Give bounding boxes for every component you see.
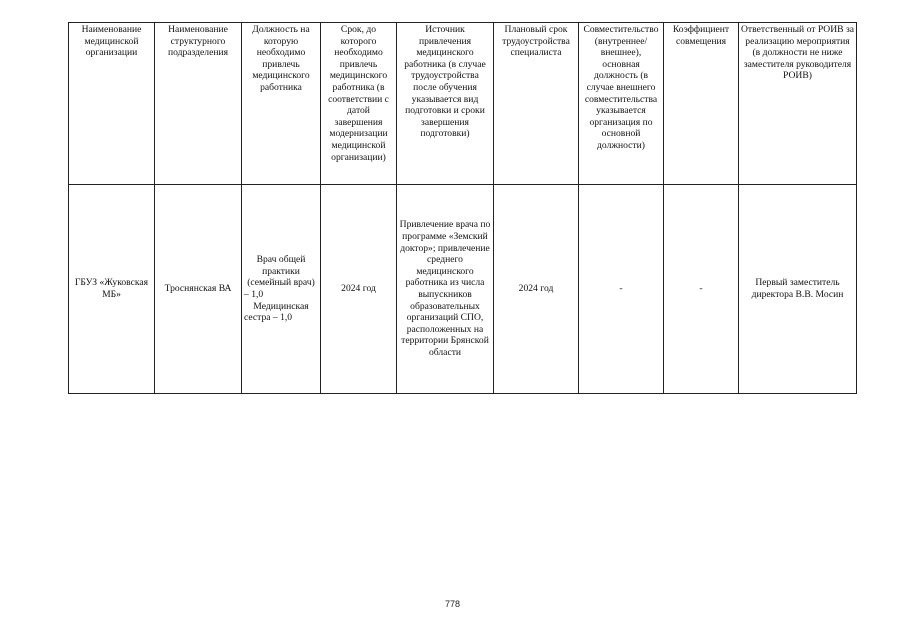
cell-combination: - [579,185,664,394]
table-header-row [69,23,857,185]
staffing-table [68,22,857,394]
cell-subdivision: Троснянская ВА [155,185,242,394]
header-planned-term: Плановый срок трудоустройства специалиста [494,23,579,185]
cell-organization: ГБУЗ «Жуковская МБ» [69,185,155,394]
cell-deadline: 2024 год [321,185,397,394]
cell-position: Врач общей практики (семейный врач) – 1,0 Медицинская сестра – 1,0 [242,185,321,394]
header-responsible: Ответственный от РОИВ за реализацию мероприятия (в должности не ниже заместителя руководителя РОИВ) [739,23,857,185]
header-subdivision: Наименование структурного подразделения [155,23,242,185]
cell-source: Привлечение врача по программе «Земский доктор»; привлечение среднего медицинского работника из числа выпускников образовательных организаций СПО, расположенных на территории Брянской области [397,185,494,394]
table-row [69,185,857,394]
header-deadline: Срок, до которого необходимо привлечь медицинского работника (в соответствии с датой завершения модернизации медицинской организации) [321,23,397,185]
header-source: Источник привлечения медицинского работника (в случае трудоустройства после обучения указывается вид подготовки и сроки завершения подготовки) [397,23,494,185]
page-number: 778 [444,599,461,609]
header-coefficient: Коэффициент совмещения [664,23,739,185]
header-combination: Совместительство (внутреннее/внешнее), основная должность (в случае внешнего совместительства указывается организация по основной должности) [579,23,664,185]
header-organization: Наименование медицинской организации [69,23,155,185]
cell-planned-term: 2024 год [494,185,579,394]
header-position: Должность на которую необходимо привлечь медицинского работника [242,23,321,185]
cell-responsible: Первый заместитель директора В.В. Мосин [739,185,857,394]
cell-coefficient: - [664,185,739,394]
